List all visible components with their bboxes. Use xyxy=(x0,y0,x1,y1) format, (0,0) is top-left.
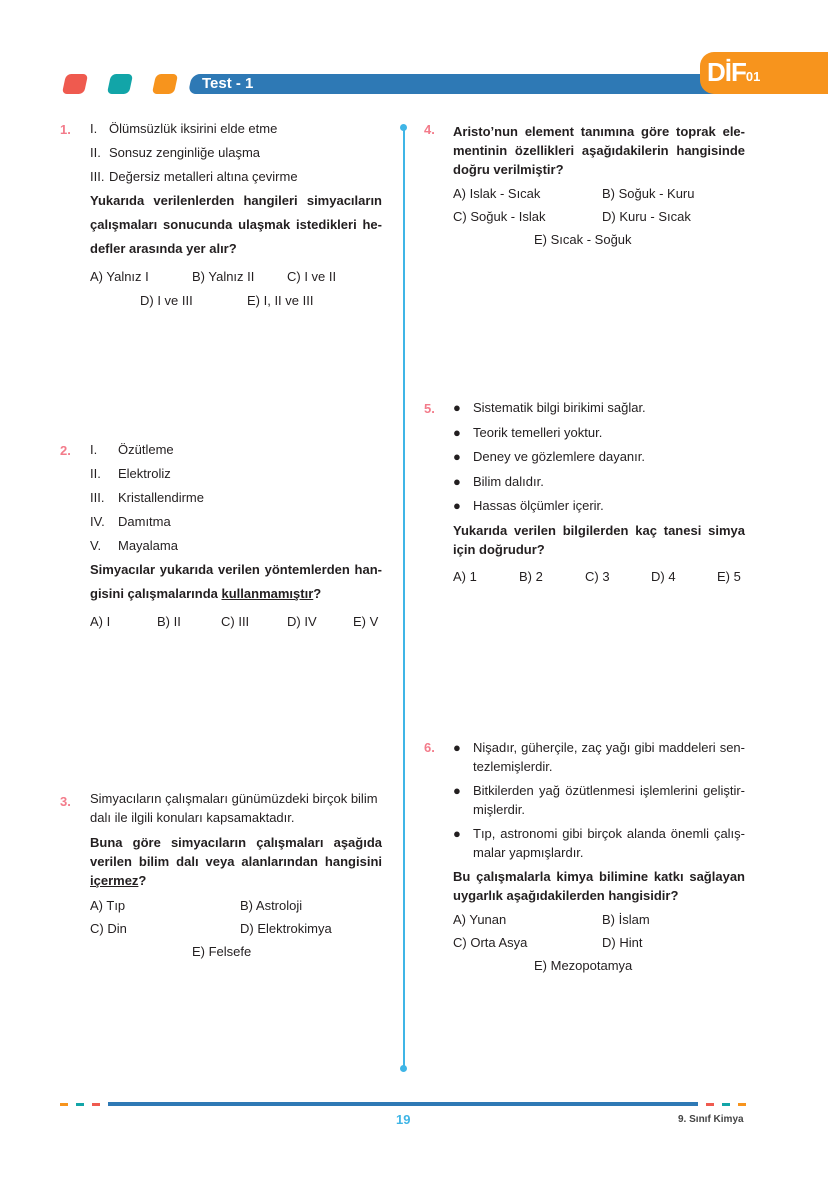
option-c[interactable]: C) Orta Asya xyxy=(453,935,528,950)
question-number: 1. xyxy=(60,122,71,137)
option-b[interactable]: B) II xyxy=(157,614,181,629)
question-5: ● Sistematik bilgi birikimi sağlar. ● Teorik temelleri yoktur. ● Deney ve gözlemlere dayanır. ● Bilim dalıdır. ● Hassas ölçümler içerir. Yukarıda verilen bilgilerden kaç tanesi simya için doğrudur? A) 1 B) 2 C) 3 D) 4 E) 5 xyxy=(453,396,745,589)
option-c[interactable]: C) Din xyxy=(90,921,127,936)
question-number: 4. xyxy=(424,122,435,137)
option-b[interactable]: B) Astroloji xyxy=(240,898,303,913)
bullet-icon: ● xyxy=(453,740,461,755)
option-e[interactable]: E) Sıcak - Soğuk xyxy=(534,232,632,247)
bullet-icon: ● xyxy=(453,449,461,464)
test-title: Test - 1 xyxy=(202,75,254,92)
bullet-icon: ● xyxy=(453,826,461,841)
footer-dash xyxy=(706,1103,714,1106)
page-number: 19 xyxy=(396,1112,411,1127)
option-c[interactable]: C) 3 xyxy=(585,568,610,584)
footer-dash xyxy=(60,1103,68,1106)
option-a[interactable]: A) I xyxy=(90,614,111,629)
option-d[interactable]: D) Hint xyxy=(602,935,643,950)
option-d[interactable]: D) I ve III xyxy=(140,293,193,308)
option-e[interactable]: E) Mezopotamya xyxy=(534,958,633,973)
option-b[interactable]: B) 2 xyxy=(519,568,543,584)
option-a[interactable]: A) Islak - Sıcak xyxy=(453,186,541,201)
option-b[interactable]: B) Yalnız II xyxy=(192,269,255,284)
question-1: I. Ölümsüzlük iksirini elde etme II. Sonsuz zenginliğe ulaşma III. Değersiz metalleri altına çevirme Yukarıda verilenlerden hangileri simyacıların çalışmaları sonucunda ulaşmak istedikleri he- defler arasında yer alır? A) Yalnız I B) Yalnız II C) I ve II D) I ve III E) I, II ve III xyxy=(90,117,382,313)
footer-dash xyxy=(722,1103,730,1106)
bullet-icon: ● xyxy=(453,783,461,798)
footer-dash xyxy=(738,1103,746,1106)
option-d[interactable]: D) IV xyxy=(287,614,317,629)
teal-tab-shape xyxy=(107,74,133,94)
bullet-icon: ● xyxy=(453,498,461,513)
orange-tab-shape xyxy=(152,74,178,94)
option-b[interactable]: B) Soğuk - Kuru xyxy=(602,186,695,201)
bullet-icon: ● xyxy=(453,424,461,440)
option-c[interactable]: C) Soğuk - Islak xyxy=(453,209,546,224)
divider-dot-top xyxy=(400,124,407,131)
option-d[interactable]: D) 4 xyxy=(651,568,676,584)
question-number: 6. xyxy=(424,740,435,755)
option-e[interactable]: E) Felsefe xyxy=(192,944,252,959)
question-2: I. Özütleme II. Elektroliz III. Kristallendirme IV. Damıtma V. Mayalama Simyacılar yukarıda verilen yöntemlerden han- gisini çalışmalarında kullanmamıştır? A) I B) II C) III D) IV E) V xyxy=(90,438,382,634)
option-e[interactable]: E) I, II ve III xyxy=(247,293,314,308)
option-a[interactable]: A) Tıp xyxy=(90,898,126,913)
bullet-icon: ● xyxy=(453,473,461,489)
question-number: 3. xyxy=(60,794,71,809)
option-e[interactable]: E) V xyxy=(353,614,379,629)
footer-rule xyxy=(108,1102,698,1106)
option-d[interactable]: D) Elektrokimya xyxy=(240,921,332,936)
bullet-icon: ● xyxy=(453,400,461,415)
book-title: 9. Sınıf Kimya xyxy=(678,1114,744,1125)
question-number: 5. xyxy=(424,401,435,416)
footer-dash xyxy=(76,1103,84,1106)
option-e[interactable]: E) 5 xyxy=(717,568,741,584)
question-6: ● Nişadır, güherçile, zaç yağı gibi maddeleri sen- tezlemişlerdir. ● Bitkilerden yağ özütlenmesi işlemlerini geliştir- mişlerdir. ● Tıp, astronomi gibi birçok alanda önemli çalış- malar yapmışlardır. Bu çalışmalarla kimya bilimine katkı sağlayan uygarlık aşağıdakilerden hangisidir? A) Yunan B) İslam C) Orta Asya D) Hint E) Mezopotamya xyxy=(453,740,745,973)
footer-dash xyxy=(92,1103,100,1106)
column-divider xyxy=(403,126,405,1070)
option-c[interactable]: C) I ve II xyxy=(287,269,337,284)
option-d[interactable]: D) Kuru - Sıcak xyxy=(602,209,691,224)
option-c[interactable]: C) III xyxy=(221,614,250,629)
question-3: Simyacıların çalışmaları günümüzdeki birçok bilim dalı ile ilgili konuları kapsamaktadır. Buna göre simyacıların çalışmaları aşağıda verilen bilim dalı veya alanlarından hangisini içermez? A) Tıp B) Astroloji C) Din D) Elektrokimya E) Felsefe xyxy=(90,791,382,959)
option-a[interactable]: A) Yunan xyxy=(453,912,507,927)
question-4: Aristo’nun element tanımına göre toprak ele- mentinin özellikleri aşağıdakilerin hangisinde doğru verilmiştir? A) Islak - Sıcak B) Soğuk - Kuru C) Soğuk - Islak D) Kuru - Sıcak E) Sıcak - Soğuk xyxy=(453,124,745,247)
option-b[interactable]: B) İslam xyxy=(602,912,650,927)
red-tab-shape xyxy=(62,74,88,94)
header-band xyxy=(188,74,752,94)
brand-logo: DİF01 xyxy=(707,57,761,87)
option-a[interactable]: A) Yalnız I xyxy=(90,269,149,284)
option-a[interactable]: A) 1 xyxy=(453,568,477,584)
question-number: 2. xyxy=(60,443,71,458)
divider-dot-bottom xyxy=(400,1065,407,1072)
